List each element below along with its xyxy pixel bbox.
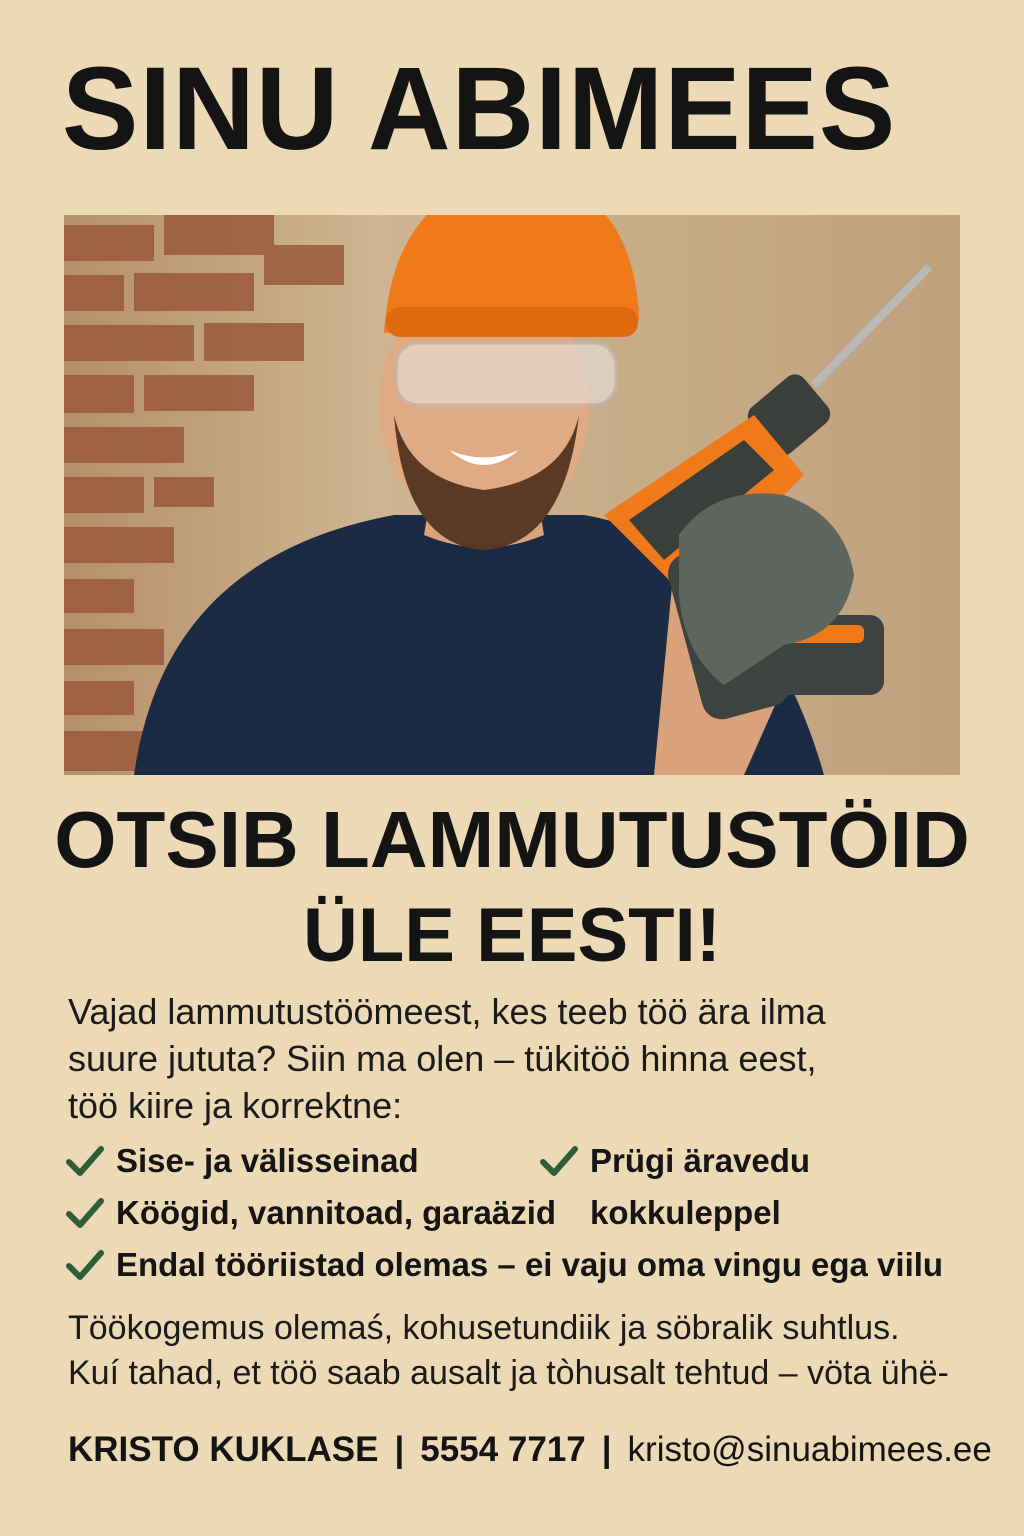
headline-line-1: OTSIB LAMMUTUSTÖID: [54, 795, 970, 884]
worker-photo: [64, 215, 960, 775]
check-icon: [540, 1144, 578, 1178]
service-item-continued: [590, 1194, 781, 1232]
contact-name: KRISTO KUKLASE: [68, 1430, 379, 1469]
contact-phone: 5554 7717: [420, 1430, 586, 1469]
service-label: Köögid, vannitoad, garaäzid: [116, 1194, 557, 1231]
contact-line: [68, 1430, 992, 1470]
separator: |: [394, 1430, 405, 1469]
intro-text: [68, 988, 948, 1129]
outro-line-1: Töökogemus olemaś, kohusetundiik ja söbralik suhtlus.: [68, 1309, 900, 1347]
intro-line-1: Vajad lammutustöömeest, kes teeb töö ära ilma: [68, 991, 826, 1032]
intro-line-3: töö kiire ja korrektne:: [68, 1085, 403, 1126]
service-label: kokkuleppel: [590, 1194, 781, 1231]
service-label: Endal tööriistad olemas – ei vaju oma vingu ega viilu: [116, 1246, 944, 1283]
service-item: [66, 1246, 943, 1284]
service-item: [540, 1142, 810, 1180]
service-item: [66, 1142, 419, 1180]
contact-email: kristo@sinuabimees.ee: [627, 1430, 992, 1469]
check-icon: [66, 1248, 104, 1282]
service-item: [66, 1194, 556, 1232]
intro-line-2: suure jututa? Siin ma olen – tükitöö hinna eest,: [68, 1038, 817, 1079]
outro-line-2: Kuí tahad, et töö saab ausalt ja tòhusalt tehtud – vöta ühë-: [68, 1354, 949, 1392]
poster-title: SINU ABIMEES: [62, 43, 897, 175]
outro-text: [68, 1306, 968, 1396]
service-label: Prügi äravedu: [590, 1142, 811, 1179]
separator: |: [601, 1430, 612, 1469]
check-icon: [66, 1144, 104, 1178]
check-icon: [66, 1196, 104, 1230]
headline-line-2: ÜLE EESTI!: [302, 893, 722, 978]
service-label: Sise- ja välisseinad: [116, 1142, 419, 1179]
